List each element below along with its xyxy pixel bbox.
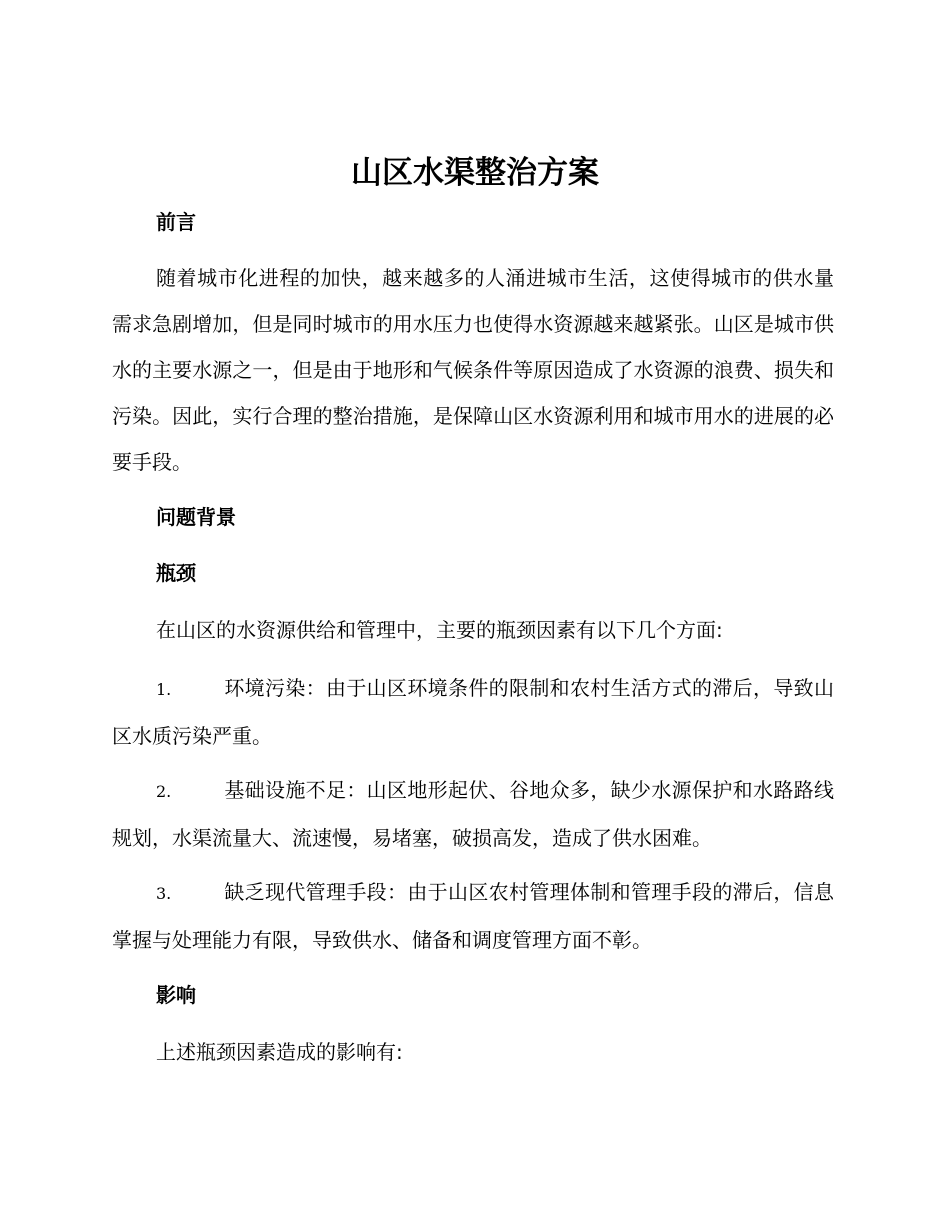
list-item-text: 环境污染：由于山区环境条件的限制和农村生活方式的滞后，导致山区水质污染严重。 bbox=[112, 676, 834, 748]
list-item bbox=[112, 665, 834, 759]
preface-paragraph: 随着城市化进程的加快，越来越多的人涌进城市生活，这使得城市的供水量需求急剧增加，但是同时城市的用水压力也使得水资源越来越紧张。山区是城市供水的主要水源之一，但是由于地形和气候条件等原因造成了水资源的浪费、损失和污染。因此，实行合理的整治措施，是保障山区水资源利用和城市用水的进展的必要手段。 bbox=[112, 266, 834, 474]
impact-intro-paragraph: 上述瓶颈因素造成的影响有: bbox=[156, 1040, 403, 1064]
list-item-number: 3. bbox=[156, 884, 172, 903]
section-heading-preface: 前言 bbox=[156, 210, 196, 234]
subsection-heading-impact: 影响 bbox=[156, 983, 196, 1007]
list-item-text: 基础设施不足：山区地形起伏、谷地众多，缺少水源保护和水路路线规划，水渠流量大、流速慢，易堵塞，破损高发，造成了供水困难。 bbox=[112, 778, 834, 850]
list-item-number: 1. bbox=[156, 680, 172, 699]
list-item-text: 缺乏现代管理手段：由于山区农村管理体制和管理手段的滞后，信息掌握与处理能力有限，导致供水、储备和调度管理方面不彰。 bbox=[112, 880, 834, 952]
section-heading-background: 问题背景 bbox=[156, 505, 236, 529]
list-item bbox=[112, 869, 834, 963]
bottleneck-intro-paragraph: 在山区的水资源供给和管理中，主要的瓶颈因素有以下几个方面: bbox=[156, 618, 723, 642]
subsection-heading-bottleneck: 瓶颈 bbox=[156, 561, 196, 585]
list-item-number: 2. bbox=[156, 782, 172, 801]
list-item bbox=[112, 767, 834, 861]
document-title: 山区水渠整治方案 bbox=[351, 155, 599, 191]
